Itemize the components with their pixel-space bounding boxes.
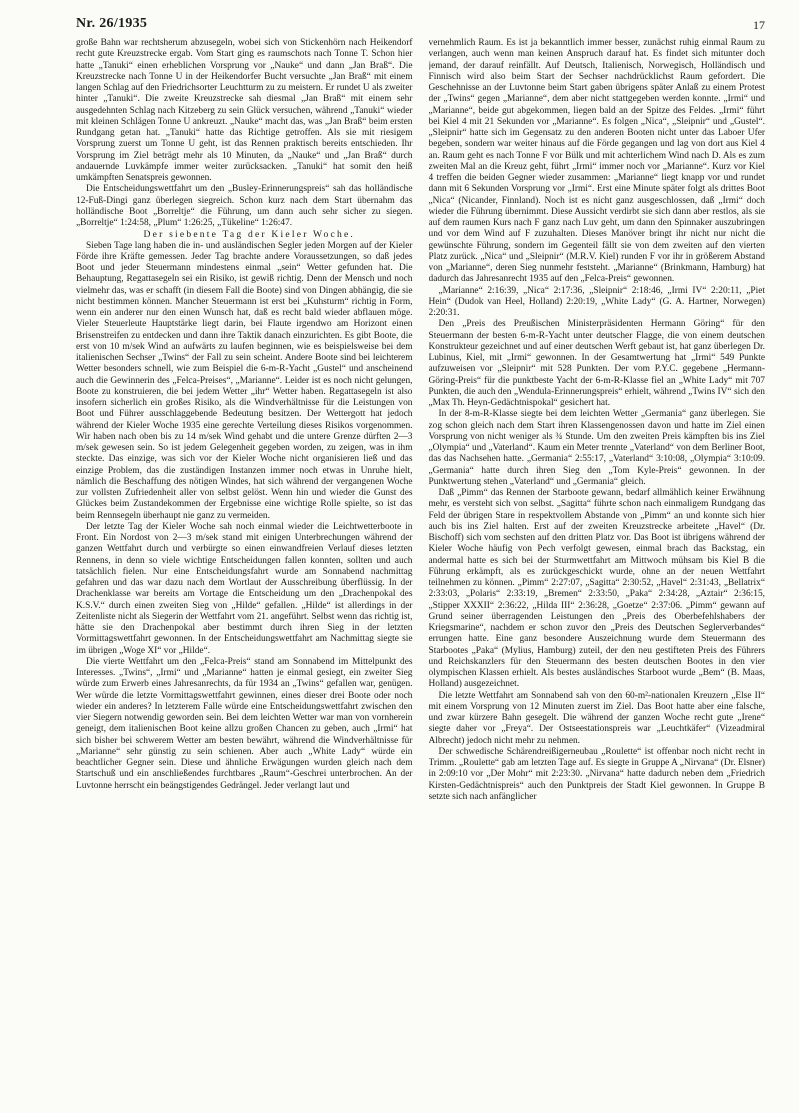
paragraph: Sieben Tage lang haben die in- und ausländischen Segler jeden Morgen auf der Kieler Förde ihre Kräfte gemessen. Jeder Tag brachte andere Voraussetzungen, so daß jedes Boot und jeder Steuermann mindestens einmal „sein“ Wetter gefunden hat. Die Behauptung, Regattasegeln sei ein Risiko, ist gewiß richtig. Denn der Mensch und noch vielmehr das, was er schafft (in diesem Fall die Boote) sind von Dingen abhängig, die sie nicht bestimmen können. Mancher Steuermann ist erst bei „Kuhsturm“ richtig in Form, wenn ein anderer nur den einen Wunsch hat, daß es recht bald wieder abflauen möge. Vieler Steuerleute Hauptstärke liegt darin, bei Flaute irgendwo am Horizont einen Brisenstreifen zu entdecken und dann ihre Taktik danach einzurichten. Es gibt Boote, die erst von 10 m/sek Wind an aufwärts zu laufen beginnen, wie es beispielsweise bei dem italienischen Sechser „Twins“ der Fall zu sein scheint. Andere Boote sind bei leichterem Wetter besonders schnell, wie zum Beispiel die 6-m-R-Yacht „Gustel“ und anscheinend auch die Gewinnerin des „Felca-Preises“, „Marianne“. Leider ist es noch nicht gelungen, Boote zu konstruieren, die bei jedem Wetter „ihr“ Wetter haben. Regattasegeln ist also insofern sicherlich ein großes Risiko, als die Windverhältnisse für die Leistungen von Boot und Führer ausschlaggebende Bedeutung besitzen. Der Wettergott hat jedoch während der Kieler Woche 1935 eine gerechte Verteilung dieses Risikos vorgenommen. Wir haben nach oben bis zu 14 m/sek Wind gehabt und die untere Grenze dürften 2—3 m/sek gewesen sein. So ist jedem Gelegenheit gegeben worden, zu zeigen, was in ihm steckte. Das einzige, was sich vor der Kieler Woche nicht organisieren ließ und das einzige Problem, das die zuständigen Instanzen immer noch etwas in Unruhe hielt, nämlich die Beschaffung des nötigen Windes, hat sich während der vergangenen Woche zur vollsten Zufriedenheit aller von selbst gelöst. Wenn hin und wieder die Gunst des Glückes beim Zustandekommen der Ergebnisse eine wichtige Rolle spielte, so ist das beim Rennsegeln überhaupt nie ganz zu vermeiden.	[76, 240, 413, 521]
paragraph: Der letzte Tag der Kieler Woche sah noch einmal wieder die Leichtwetterboote in Front. Ein Nordost von 2—3 m/sek stand mit einigen Unterbrechungen während der ganzen Wettfahrt durch und verbürgte so einen einwandfreien Verlauf dieses letzten Rennens, in denn so viele wichtige Entscheidungen fallen konnten, sollten und auch tatsächlich fielen. Nur eine Entscheidungsfahrt wurde am Sonnabend nachmittag gefahren und das war dazu nach dem Wortlaut der Ausschreibung überflüssig. In der Drachenklasse war bereits am Vortage die Entscheidung um den „Drachenpokal des K.S.V.“ durch einen zweiten Sieg von „Hilde“ gefallen. „Hilde“ ist allerdings in der Zeitenliste nicht als Siegerin der Wettfahrt vom 21. angeführt. Selbst wenn das richtig ist, hätte sie den Drachenpokal aber bestimmt durch ihren Sieg in der letzten Vormittagswettfahrt gewonnen. In der Entscheidungswettfahrt am Nachmittag siegte sie im übrigen „Woge XI“ vor „Hilde“.	[76, 521, 413, 656]
paragraph: Der schwedische Schärendreißigerneubau „Roulette“ ist offenbar noch nicht recht in Trimm. „Roulette“ gab am letzten Tage auf. Es siegte in Gruppe A „Nirvana“ (Dr. Elsner) in 2:09:10 vor „Der Mohr“ mit 2:23:30. „Nirvana“ hatte dadurch neben dem „Friedrich Kirsten-Gedächtnispreis“ auch den Punktpreis der Stadt Kiel gewonnen. In Gruppe B setzte sich nach anfänglicher	[428, 746, 765, 802]
issue-number: Nr. 26/1935	[76, 16, 148, 31]
paragraph: In der 8-m-R-Klasse siegte bei dem leichten Wetter „Germania“ ganz überlegen. Sie zog schon gleich nach dem Start ihren Klassengenossen davon und hatte im Ziel einen Vorsprung von nicht weniger als ¾ Stunde. Um den zweiten Preis kämpften bis ins Ziel „Olympia“ und „Vaterland“. Kaum ein Meter trennte „Vaterland“ von dem Berliner Boot, das das Nachsehen hatte. „Germania“ 2:55:17, „Vaterland“ 3:10:08, „Olympia“ 3:10:09. „Germania“ hatte durch ihren Sieg den „Tom Kyle-Preis“ gewonnen. In der Punktwertung stehen „Vaterland“ und „Germania“ gleich.	[428, 409, 765, 487]
paragraph: Die Entscheidungswettfahrt um den „Busley-Erinnerungspreis“ sah das holländische 12-Fuß-Dingi ganz überlegen siegreich. Schon kurz nach dem Start übernahm das holländische Boot „Borreltje“ die Führung, um dann auch sehr sicher zu siegen. „Borreltje“ 1:24:58, „Plum“ 1:26:25, „Tükeline“ 1:26:47.	[76, 184, 413, 228]
paragraph: Daß „Pimm“ das Rennen der Starboote gewann, bedarf allmählich keiner Erwähnung mehr, es versteht sich von selbst. „Sagitta“ führte schon nach einmaligem Rundgang das Feld der übrigen Stare in respektvollem Abstande von „Pimm“ an und konnte sich hier auch bis ins Ziel halten. Erst auf der zweiten Kreuzstrecke arbeitete „Havel“ (Dr. Bischoff) sich vom sechsten auf den dritten Platz vor. Das Boot ist übrigens während der Kieler Woche häufig von Pech verfolgt gewesen, einmal brach das Backstag, ein andermal hatte es sich bei der Sturmwettfahrt am Mittwoch mühsam bis Kiel B die Führung erkämpft, als es zurückgeschickt wurde, ohne an der neuen Wettfahrt teilnehmen zu können. „Pimm“ 2:27:07, „Sagitta“ 2:30:52, „Havel“ 2:31:43, „Bellatrix“ 2:33:03, „Polaris“ 2:33:19, „Bremen“ 2:33:50, „Paka“ 2:34:28, „Aztair“ 2:36:15, „Stipper XXXII“ 2:36:22, „Hilda III“ 2:36:28, „Goetze“ 2:37:06. „Pimm“ gewann auf Grund seiner überragenden Leistungen den „Preis des Oberbefehlshabers der Kriegsmarine“, nachdem er schon zuvor den „Preis des Deutschen Seglerverbandes“ errungen hatte. Eine ganz besondere Auszeichnung wurde dem Steuermann des Starbootes „Paka“ (Mylius, Hamburg) zuteil, der den neu gestifteten Preis des Führers und Reichskanzlers für den Steuermann des besten deutschen Bootes in den vier olympischen Klassen erhielt. Als bestes ausländisches Starboot wurde „Bem“ (B. Maas, Holland) ausgezeichnet.	[428, 488, 765, 690]
paragraph: vernehmlich Raum. Es ist ja bekanntlich immer besser, zunächst ruhig einmal Raum zu verlangen, auch wenn man keinen Anspruch darauf hat. Es findet sich mitunter doch jemand, der darauf reinfällt. Auf Deutsch, Italienisch, Norwegisch, Holländisch und Finnisch wird also beim Start der Sechser nachdrücklichst Raum gefordert. Die Geschehnisse an der Luvtonne beim Start gaben übrigens später Anlaß zu einem Protest der „Twins“ gegen „Marianne“, dem aber nicht stattgegeben werden konnte. „Irmi“ und „Marianne“, beide gut abgekommen, liegen bald an der Spitze des Feldes. „Irmi“ führt bei Kiel 4 mit 21 Sekunden vor „Marianne“. Es folgen „Nica“, „Sleipnir“ und „Gustel“. „Sleipnir“ hatte sich im Gegensatz zu den anderen Booten nicht unter das Laboer Ufer begeben, sondern war weiter hinaus auf die Förde gegangen und lag von dort aus Kiel 4 an. Raum geht es nach Tonne F vor Bülk und mit achterlichem Wind nach D. Als es zum zweiten Mal an die Kreuz geht, führt „Irmi“ immer noch vor „Marianne“. Kurz vor Kiel 4 treffen die beiden Gegner wieder zusammen: „Marianne“ liegt knapp vor und rundet dann mit 6 Sekunden Vorsprung vor „Irmi“. Erst eine Minute später folgt als drittes Boot „Nica“ (Nicander, Finnland). Noch ist es nicht ganz ausgeschlossen, daß „Irmi“ doch wieder die Führung übernimmt. Diese Aussicht verdirbt sie sich dann aber restlos, als sie auf dem raumen Kurs nach F ganz nach Luv geht, um dann den Spinnaker auszubringen und vor dem Wind auf F zuzuhalten. Dieses Manöver bringt ihr nicht nur nicht die gewünschte Führung, sondern im Gegenteil fällt sie von dem zweiten auf den vierten Platz zurück. „Nica“ und „Sleipnir“ (M.R.V. Kiel) runden F vor ihr in größerem Abstand von „Marianne“, deren Sieg nunmehr feststeht. „Marianne“ (Brinkmann, Hamburg) hat dadurch das Jahresanrecht 1935 auf den „Felca-Preis“ gewonnen.	[428, 38, 765, 285]
results-paragraph: „Marianne“ 2:16:39, „Nica“ 2:17:36, „Sleipnir“ 2:18:46, „Irmi IV“ 2:20:11, „Piet Hein“ (Dudok van Heel, Holland) 2:20:19, „White Lady“ (G. A. Hartner, Norwegen) 2:20:31.	[428, 285, 765, 318]
paragraph: große Bahn war rechtsherum abzusegeln, wobei sich von Stickenhörn nach Heikendorf recht gute Kreuzstrecke ergab. Vom Start ging es raumschots nach Tonne T. Schon hier hatte „Tanuki“ einen erheblichen Vorsprung vor „Nauke“ und dann „Jan Braß“. Die Kreuzstrecke nach Tonne U in der Heikendorfer Bucht versuchte „Jan Braß“ mit einem langen Schlag auf den Friedrichsorter Leuchtturm zu zu meistern. Er rundet U als zweiter hinter „Tanuki“. Die zweite Kreuzstrecke sah diesmal „Jan Braß“ mit einem sehr ausgedehnten Schlag nach Kitzeberg zu sein Glück versuchen, während „Tanuki“ wieder mit kleinen Schlägen Tonne U ankreuzt. „Nauke“ macht das, was „Jan Braß“ beim ersten Rundgang getan hat. „Tanuki“ hatte das Richtige getroffen. Als sie mit riesigem Vorsprung zuerst um Tonne U geht, ist das Rennen praktisch bereits entschieden. Ihr Vorsprung im Ziel beträgt mehr als 10 Minuten, da „Nauke“ und „Jan Braß“ durch andauernde Luvkämpfe immer weiter zurücksacken. „Tanuki“ hat somit den heiß umkämpften Senatspreis gewonnen.	[76, 38, 413, 183]
right-column	[429, 38, 766, 1088]
left-column	[76, 38, 413, 1088]
paragraph: Die vierte Wettfahrt um den „Felca-Preis“ stand am Sonnabend im Mittelpunkt des Interesses. „Twins“, „Irmi“ und „Marianne“ hatten je einmal gesiegt, ein zweiter Sieg würde zum Erwerb eines Jahresanrechts, da für 1934 an „Twins“ gefallen war, genügen. Wer würde die letzte Vormittagswettfahrt gewinnen, eines dieser drei Boote oder noch wieder ein anderes? In letzterem Falle würde eine Entscheidungswettfahrt zwischen den vier Siegern notwendig geworden sein. Bei dem leichten Wetter war man von vornherein geneigt, dem italienischen Boot keine allzu großen Chancen zu geben, auch „Irmi“ hat sich bisher bei schwerem Wetter am besten bewährt, während die Windverhältnisse für „Marianne“ sehr günstig zu sein schienen. Aber auch „White Lady“ würde ein beachtlicher Gegner sein. Diese und ähnliche Erwägungen wurden gleich nach dem Startschuß und ein anschließendes furchtbares „Raum“-Geschrei unterbrochen. An der Luvtonne herrscht ein beängstigendes Gedrängel. Jeder verlangt laut und	[76, 656, 413, 791]
paragraph: Die letzte Wettfahrt am Sonnabend sah von den 60-m²-nationalen Kreuzern „Else II“ mit einem Vorsprung von 12 Minuten zuerst im Ziel. Das Boot hatte aber eine falsche, und zwar kürzere Bahn gesegelt. Die während der ganzen Woche recht gute „Irene“ siegte daher vor „Freya“. Der Ostseestationspreis war „Leuchtkäfer“ (Vizeadmiral Albrecht) jedoch nicht mehr zu nehmen.	[428, 690, 765, 746]
page-header	[76, 12, 765, 36]
page-number: 17	[753, 18, 765, 32]
text-columns	[76, 38, 765, 1088]
paragraph: Den „Preis des Preußischen Ministerpräsidenten Hermann Göring“ für den Steuermann der besten 6-m-R-Yacht unter deutscher Flagge, die von einem deutschen Konstrukteur gezeichnet und auf einer deutschen Werft gebaut ist, hat ganz überlegen Dr. Lubinus, Kiel, mit „Irmi“ gewonnen. In der Gesamtwertung hat „Irmi“ 549 Punkte aufzuweisen vor „Sleipnir“ mit 528 Punkten. Der vom P.Y.C. gegebene „Hermann-Göring-Preis“ für die punktbeste Yacht der 6-m-R-Klasse fiel an „White Lady“ mit 707 Punkten, die auch den „Wendula-Erinnerungspreis“ erhielt, während „Twins IV“ sich den „Max Th. Heyn-Gedächtnispokal“ gesichert hat.	[428, 319, 765, 408]
section-heading: Der siebente Tag der Kieler Woche.	[143, 229, 356, 241]
